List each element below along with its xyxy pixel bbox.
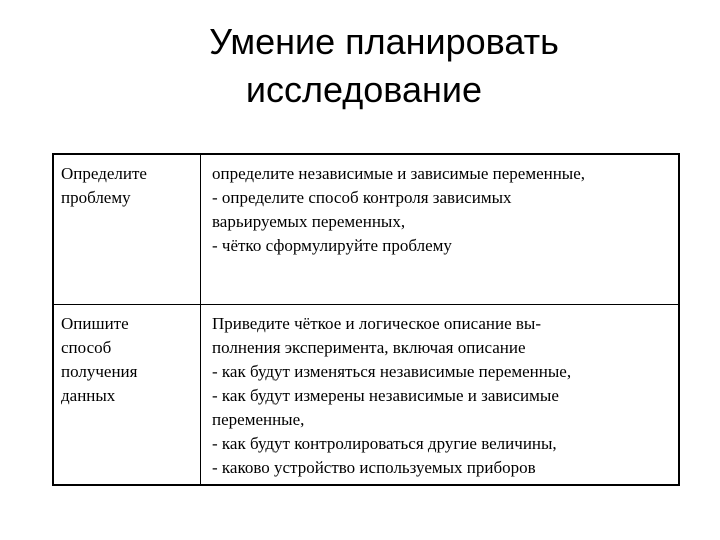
table-cell-step [54, 155, 201, 304]
step-description: определите независимые и зависимые переменные, - определите способ контроля зависимых варьируемых переменных, - чётко сформулируйте проблему [212, 164, 586, 255]
slide-title [0, 18, 720, 114]
slide-title-line-2: исследование [245, 69, 483, 110]
table-row [54, 304, 678, 484]
table-cell-description [201, 155, 679, 304]
step-description: Приведите чёткое и логическое описание вы- полнения эксперимента, включая описание - как будут изменяться независимые переменные, - как будут измерены независимые и зависимые переменные, - как будут контролироваться другие величины, - каково устройство используемых приборов [212, 313, 572, 477]
table-cell-step [54, 304, 201, 484]
plan-table [54, 155, 678, 484]
step-label: Опишите способ получения данных [61, 313, 138, 405]
table-cell-description [201, 304, 679, 484]
table-row [54, 155, 678, 304]
plan-table-container [52, 153, 680, 486]
step-label: Определите проблему [61, 164, 147, 207]
slide-title-line-1: Умение планировать [209, 21, 559, 62]
